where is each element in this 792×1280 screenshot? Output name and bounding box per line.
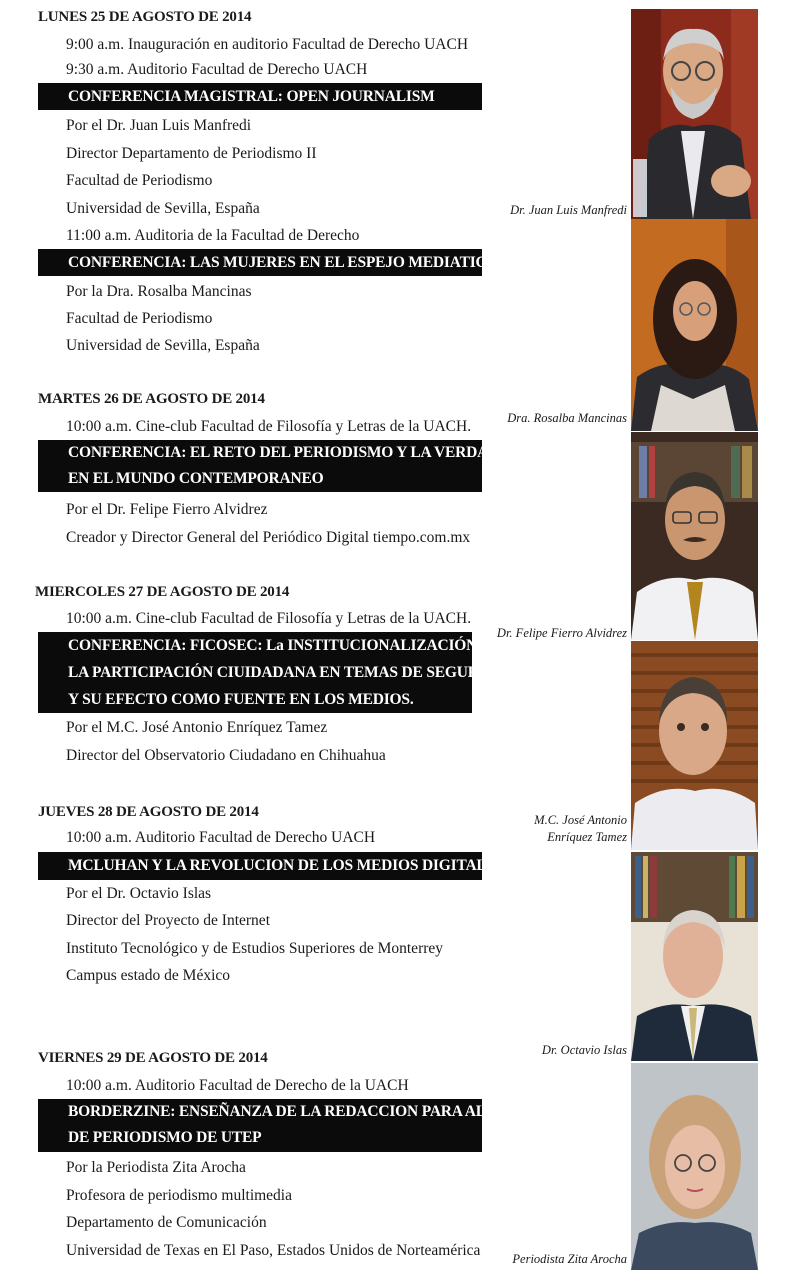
caption-line: M.C. José Antonio: [534, 813, 627, 827]
speaker-line: Director del Observatorio Ciudadano en Chihuahua: [66, 747, 386, 764]
conference-title-bar: [38, 1099, 543, 1152]
photo-caption: [512, 1252, 627, 1267]
caption-line: Enríquez Tamez: [547, 830, 627, 844]
speaker-line: Instituto Tecnológico y de Estudios Superiores de Monterrey: [66, 940, 444, 957]
speaker-line: Por el Dr. Felipe Fierro Alvidrez: [66, 501, 268, 518]
conference-title-line: LA PARTICIPACIÓN CIUIDADANA EN TEMAS DE SEGURIDAD: [68, 664, 518, 681]
schedule-line: 10:00 a.m. Cine-club Facultad de Filosofía y Letras de la UACH.: [66, 610, 472, 627]
caption-line: Dr. Octavio Islas: [541, 1043, 627, 1057]
speaker-line: Departamento de Comunicación: [66, 1214, 267, 1231]
speaker-photo-fierro: [631, 432, 758, 640]
schedule-line: 10:00 a.m. Auditorio Facultad de Derecho UACH: [66, 829, 376, 846]
schedule-line: 9:30 a.m. Auditorio Facultad de Derecho UACH: [66, 61, 368, 78]
photo-caption: [534, 812, 627, 846]
day-heading-thursday: JUEVES 28 DE AGOSTO DE 2014: [38, 804, 259, 820]
photo-caption: [507, 411, 627, 426]
schedule-line: 10:00 a.m. Auditorio Facultad de Derecho de la UACH: [66, 1077, 409, 1094]
speaker-line: Director Departamento de Periodismo II: [66, 145, 317, 162]
speaker-line: Facultad de Periodismo: [66, 172, 213, 189]
speaker-line: Por la Dra. Rosalba Mancinas: [66, 283, 252, 300]
speaker-photo-mancinas: [631, 219, 758, 431]
speaker-line: Por el M.C. José Antonio Enríquez Tamez: [66, 719, 328, 736]
conference-title: CONFERENCIA MAGISTRAL: OPEN JOURNALISM: [68, 88, 435, 105]
conference-title-line: CONFERENCIA: EL RETO DEL PERIODISMO Y LA VERDAD: [68, 444, 500, 461]
speaker-line: Profesora de periodismo multimedia: [66, 1187, 292, 1204]
photo-caption: [497, 626, 627, 641]
caption-line: Dra. Rosalba Mancinas: [507, 411, 627, 425]
speaker-line: Por el Dr. Octavio Islas: [66, 885, 212, 902]
day-heading-monday: LUNES 25 DE AGOSTO DE 2014: [38, 9, 252, 25]
speaker-line: Facultad de Periodismo: [66, 310, 213, 327]
day-heading-tuesday: MARTES 26 DE AGOSTO DE 2014: [38, 391, 265, 407]
photo-caption: [510, 203, 627, 218]
conference-title-bar: [38, 632, 518, 713]
schedule-line: 11:00 a.m. Auditoria de la Facultad de Derecho: [66, 227, 360, 244]
caption-line: Dr. Felipe Fierro Alvidrez: [496, 626, 627, 640]
caption-line: Periodista Zita Arocha: [512, 1252, 627, 1266]
conference-title: MCLUHAN Y LA REVOLUCION DE LOS MEDIOS DIGITALES: [68, 857, 506, 874]
conference-title-line: CONFERENCIA: FICOSEC: La INSTITUCIONALIZACIÓN DE: [68, 637, 502, 654]
speaker-line: Creador y Director General del Periódico Digital tiempo.com.mx: [66, 529, 471, 546]
schedule-line: 9:00 a.m. Inauguración en auditorio Facultad de Derecho UACH: [66, 36, 469, 53]
conference-title-line: BORDERZINE: ENSEÑANZA DE LA REDACCION PARA ALUMNOS: [68, 1103, 543, 1120]
speaker-line: Universidad de Sevilla, España: [66, 200, 260, 217]
speaker-photo-islas: [631, 852, 758, 1061]
conference-title-line: DE PERIODISMO DE UTEP: [68, 1129, 262, 1146]
caption-line: Dr. Juan Luis Manfredi: [510, 203, 627, 217]
day-heading-wednesday: MIERCOLES 27 DE AGOSTO DE 2014: [35, 584, 290, 600]
speaker-line: Director del Proyecto de Internet: [66, 912, 270, 929]
conference-title-bar: [38, 440, 500, 492]
conference-title-bar: [38, 249, 499, 276]
schedule-line: 10:00 a.m. Cine-club Facultad de Filosofía y Letras de la UACH.: [66, 418, 472, 435]
conference-title: CONFERENCIA: LAS MUJERES EN EL ESPEJO MEDIATICO: [68, 254, 499, 271]
photo-caption: [542, 1043, 627, 1058]
speaker-photo-manfredi: [631, 9, 758, 219]
speaker-line: Universidad de Sevilla, España: [66, 337, 260, 354]
day-heading-friday: VIERNES 29 DE AGOSTO DE 2014: [38, 1050, 268, 1066]
speaker-photo-arocha: [631, 1063, 758, 1270]
speaker-photo-enriquez: [631, 641, 758, 850]
speaker-line: Por la Periodista Zita Arocha: [66, 1159, 246, 1176]
speaker-line: Universidad de Texas en El Paso, Estados Unidos de Norteamérica: [66, 1242, 481, 1259]
conference-title-bar: [38, 852, 506, 880]
speaker-line: Campus estado de México: [66, 967, 231, 984]
conference-title-line: EN EL MUNDO CONTEMPORANEO: [68, 470, 324, 487]
conference-title-bar: [38, 83, 482, 110]
speaker-line: Por el Dr. Juan Luis Manfredi: [66, 117, 252, 134]
conference-title-line: Y SU EFECTO COMO FUENTE EN LOS MEDIOS.: [68, 691, 414, 708]
